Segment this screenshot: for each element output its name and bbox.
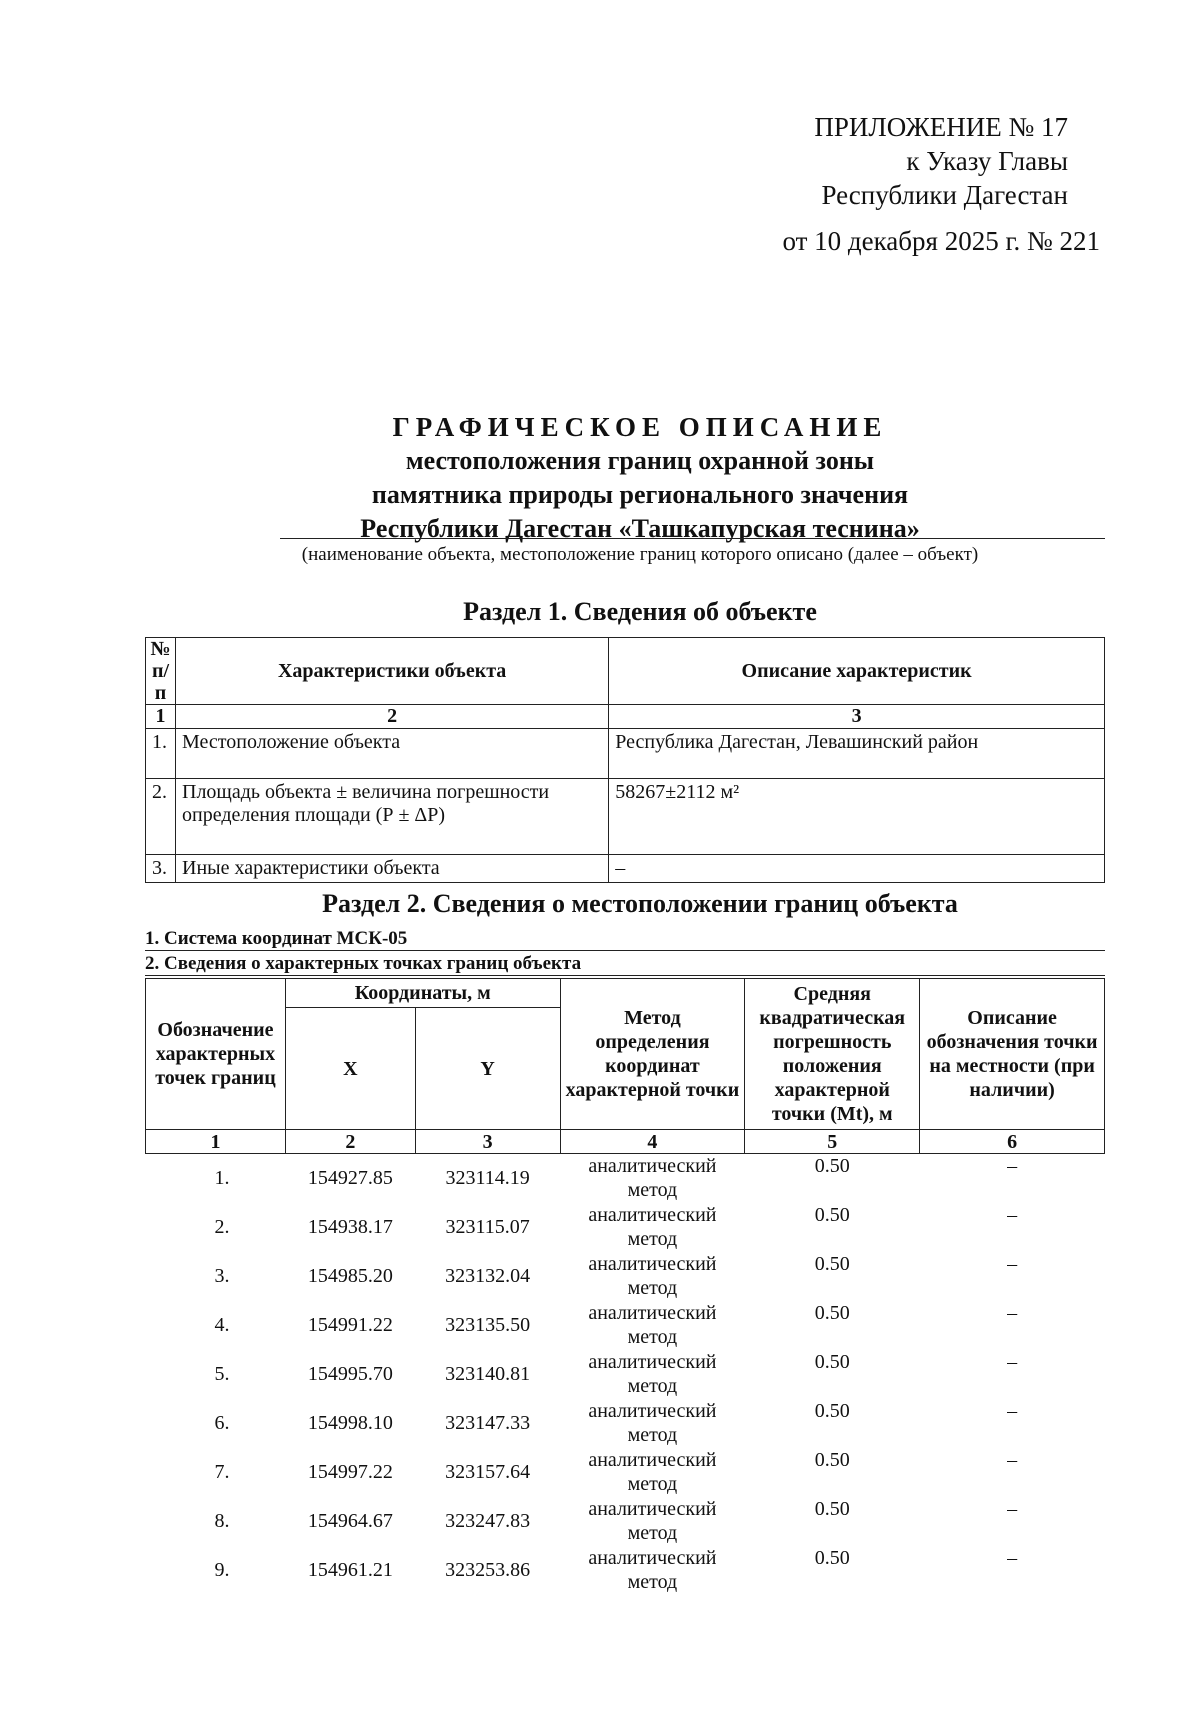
coord-y: 323132.04 — [445, 1264, 531, 1287]
point-label: 2. — [214, 1215, 230, 1238]
method-cell: аналитический метод — [588, 1546, 717, 1593]
table-row — [146, 1546, 1105, 1595]
coord-y: 323157.64 — [445, 1460, 531, 1483]
description-cell: – — [1007, 1448, 1018, 1471]
title-main: ГРАФИЧЕСКОЕ ОПИСАНИЕ — [392, 412, 888, 442]
coord-x: 154998.10 — [307, 1411, 393, 1434]
header-characteristics: Характеристики объекта — [176, 638, 609, 705]
section-2-title: Раздел 2. Сведения о местоположении границ объекта — [322, 889, 958, 918]
table-row — [146, 1448, 1105, 1497]
method-cell: аналитический метод — [588, 1155, 717, 1201]
method-cell: аналитический метод — [588, 1448, 717, 1495]
row-value: – — [609, 855, 1105, 883]
col-number: 4 — [560, 1130, 745, 1154]
accuracy-cell: 0.50 — [814, 1399, 850, 1422]
coord-y: 323253.86 — [445, 1558, 531, 1581]
coord-y: 323114.19 — [445, 1167, 530, 1189]
point-label: 9. — [214, 1558, 230, 1581]
point-label: 3. — [214, 1264, 230, 1287]
col-number: 3 — [415, 1130, 560, 1154]
col-number: 5 — [745, 1130, 920, 1154]
method-cell: аналитический метод — [588, 1497, 717, 1544]
table-row — [146, 1301, 1105, 1350]
table-row — [146, 1497, 1105, 1546]
accuracy-cell: 0.50 — [814, 1252, 850, 1275]
row-number: 1. — [146, 729, 176, 779]
method-cell: аналитический метод — [588, 1399, 717, 1446]
coord-x: 154995.70 — [307, 1362, 393, 1385]
coord-y: 323115.07 — [445, 1215, 530, 1238]
point-label: 7. — [214, 1460, 230, 1483]
row-characteristic: Площадь объекта ± величина погрешности определения площади (Р ± ΔР) — [176, 779, 609, 855]
header-x: X — [285, 1008, 415, 1130]
description-cell: – — [1007, 1252, 1018, 1275]
title-line-3: памятника природы регионального значения — [371, 480, 909, 509]
col-number: 2 — [285, 1130, 415, 1154]
row-characteristic: Иные характеристики объекта — [176, 855, 609, 883]
document-title — [140, 410, 1140, 546]
header-coords: Координаты, м — [285, 979, 560, 1008]
title-note: (наименование объекта, местоположение границ которого описано (далее – объект) — [301, 544, 979, 565]
coord-x: 154991.22 — [307, 1313, 393, 1336]
accuracy-cell: 0.50 — [814, 1155, 850, 1177]
object-info-table — [145, 637, 1105, 883]
header-num: № п/п — [146, 638, 176, 705]
title-underline — [280, 538, 1105, 539]
accuracy-cell: 0.50 — [814, 1350, 850, 1373]
header-method: Метод определения координат характерной точки — [560, 979, 745, 1130]
method-cell: аналитический метод — [588, 1203, 717, 1250]
coord-x: 154985.20 — [307, 1264, 393, 1287]
coordinate-system: 1. Система координат МСК-05 — [145, 928, 1105, 951]
col-number: 6 — [920, 1130, 1105, 1154]
header-point: Обозначение характерных точек границ — [146, 979, 286, 1130]
description-cell: – — [1007, 1350, 1018, 1373]
row-value: Республика Дагестан, Левашинский район — [609, 729, 1105, 779]
row-characteristic: Местоположение объекта — [176, 729, 609, 779]
method-cell: аналитический метод — [588, 1252, 717, 1299]
coord-x: 154927.85 — [307, 1167, 393, 1189]
accuracy-cell: 0.50 — [814, 1203, 850, 1226]
point-label: 6. — [214, 1411, 230, 1434]
coord-x: 154961.21 — [307, 1558, 393, 1581]
row-number: 3. — [146, 855, 176, 883]
point-label: 8. — [214, 1509, 230, 1532]
coord-x: 154997.22 — [307, 1460, 393, 1483]
table-row — [146, 1399, 1105, 1448]
row-number: 2. — [146, 779, 176, 855]
coord-y: 323140.81 — [445, 1362, 531, 1385]
col-number: 1 — [146, 705, 176, 729]
annex-date: от 10 декабря 2025 г. № 221 — [782, 226, 1100, 256]
coord-x: 154964.67 — [307, 1509, 393, 1532]
table-row — [146, 1350, 1105, 1399]
coord-y: 323247.83 — [445, 1509, 531, 1532]
col-number: 2 — [176, 705, 609, 729]
table-row — [146, 1154, 1105, 1203]
annex-republic: Республики Дагестан — [821, 180, 1068, 210]
accuracy-cell: 0.50 — [814, 1497, 850, 1520]
annex-reference: к Указу Главы — [906, 146, 1068, 176]
table-row — [146, 779, 1105, 855]
section-1-title: Раздел 1. Сведения об объекте — [463, 597, 817, 626]
coord-x: 154938.17 — [307, 1215, 393, 1238]
description-cell: – — [1007, 1399, 1018, 1422]
header-accuracy: Средняя квадратическая погрешность положения характерной точки (Mt), м — [745, 979, 920, 1130]
header-description: Описание обозначения точки на местности (при наличии) — [920, 979, 1105, 1130]
col-number: 3 — [609, 705, 1105, 729]
description-cell: – — [1007, 1203, 1018, 1226]
coord-y: 323135.50 — [445, 1313, 531, 1336]
annex-number: ПРИЛОЖЕНИЕ № 17 — [814, 112, 1068, 142]
point-label: 5. — [214, 1362, 230, 1385]
table-row — [146, 855, 1105, 883]
description-cell: – — [1007, 1301, 1018, 1324]
accuracy-cell: 0.50 — [814, 1448, 850, 1471]
accuracy-cell: 0.50 — [814, 1546, 850, 1569]
coord-y: 323147.33 — [445, 1411, 531, 1434]
description-cell: – — [1007, 1155, 1018, 1177]
col-number: 1 — [146, 1130, 286, 1154]
method-cell: аналитический метод — [588, 1350, 717, 1397]
annex-header — [740, 110, 1100, 258]
table-row — [146, 729, 1105, 779]
point-label: 4. — [214, 1313, 230, 1336]
table-row — [146, 1252, 1105, 1301]
title-line-4: Республики Дагестан «Ташкапурская теснина» — [360, 514, 920, 543]
table-row — [146, 1203, 1105, 1252]
header-description: Описание характеристик — [609, 638, 1105, 705]
point-label: 1. — [214, 1167, 230, 1189]
accuracy-cell: 0.50 — [814, 1301, 850, 1324]
method-cell: аналитический метод — [588, 1301, 717, 1348]
description-cell: – — [1007, 1546, 1018, 1569]
boundary-points-table — [145, 978, 1105, 1595]
row-value: 58267±2112 м² — [609, 779, 1105, 855]
description-cell: – — [1007, 1497, 1018, 1520]
title-line-2: местоположения границ охранной зоны — [405, 446, 875, 475]
points-subtitle: 2. Сведения о характерных точках границ объекта — [145, 953, 1105, 976]
header-y: Y — [415, 1008, 560, 1130]
